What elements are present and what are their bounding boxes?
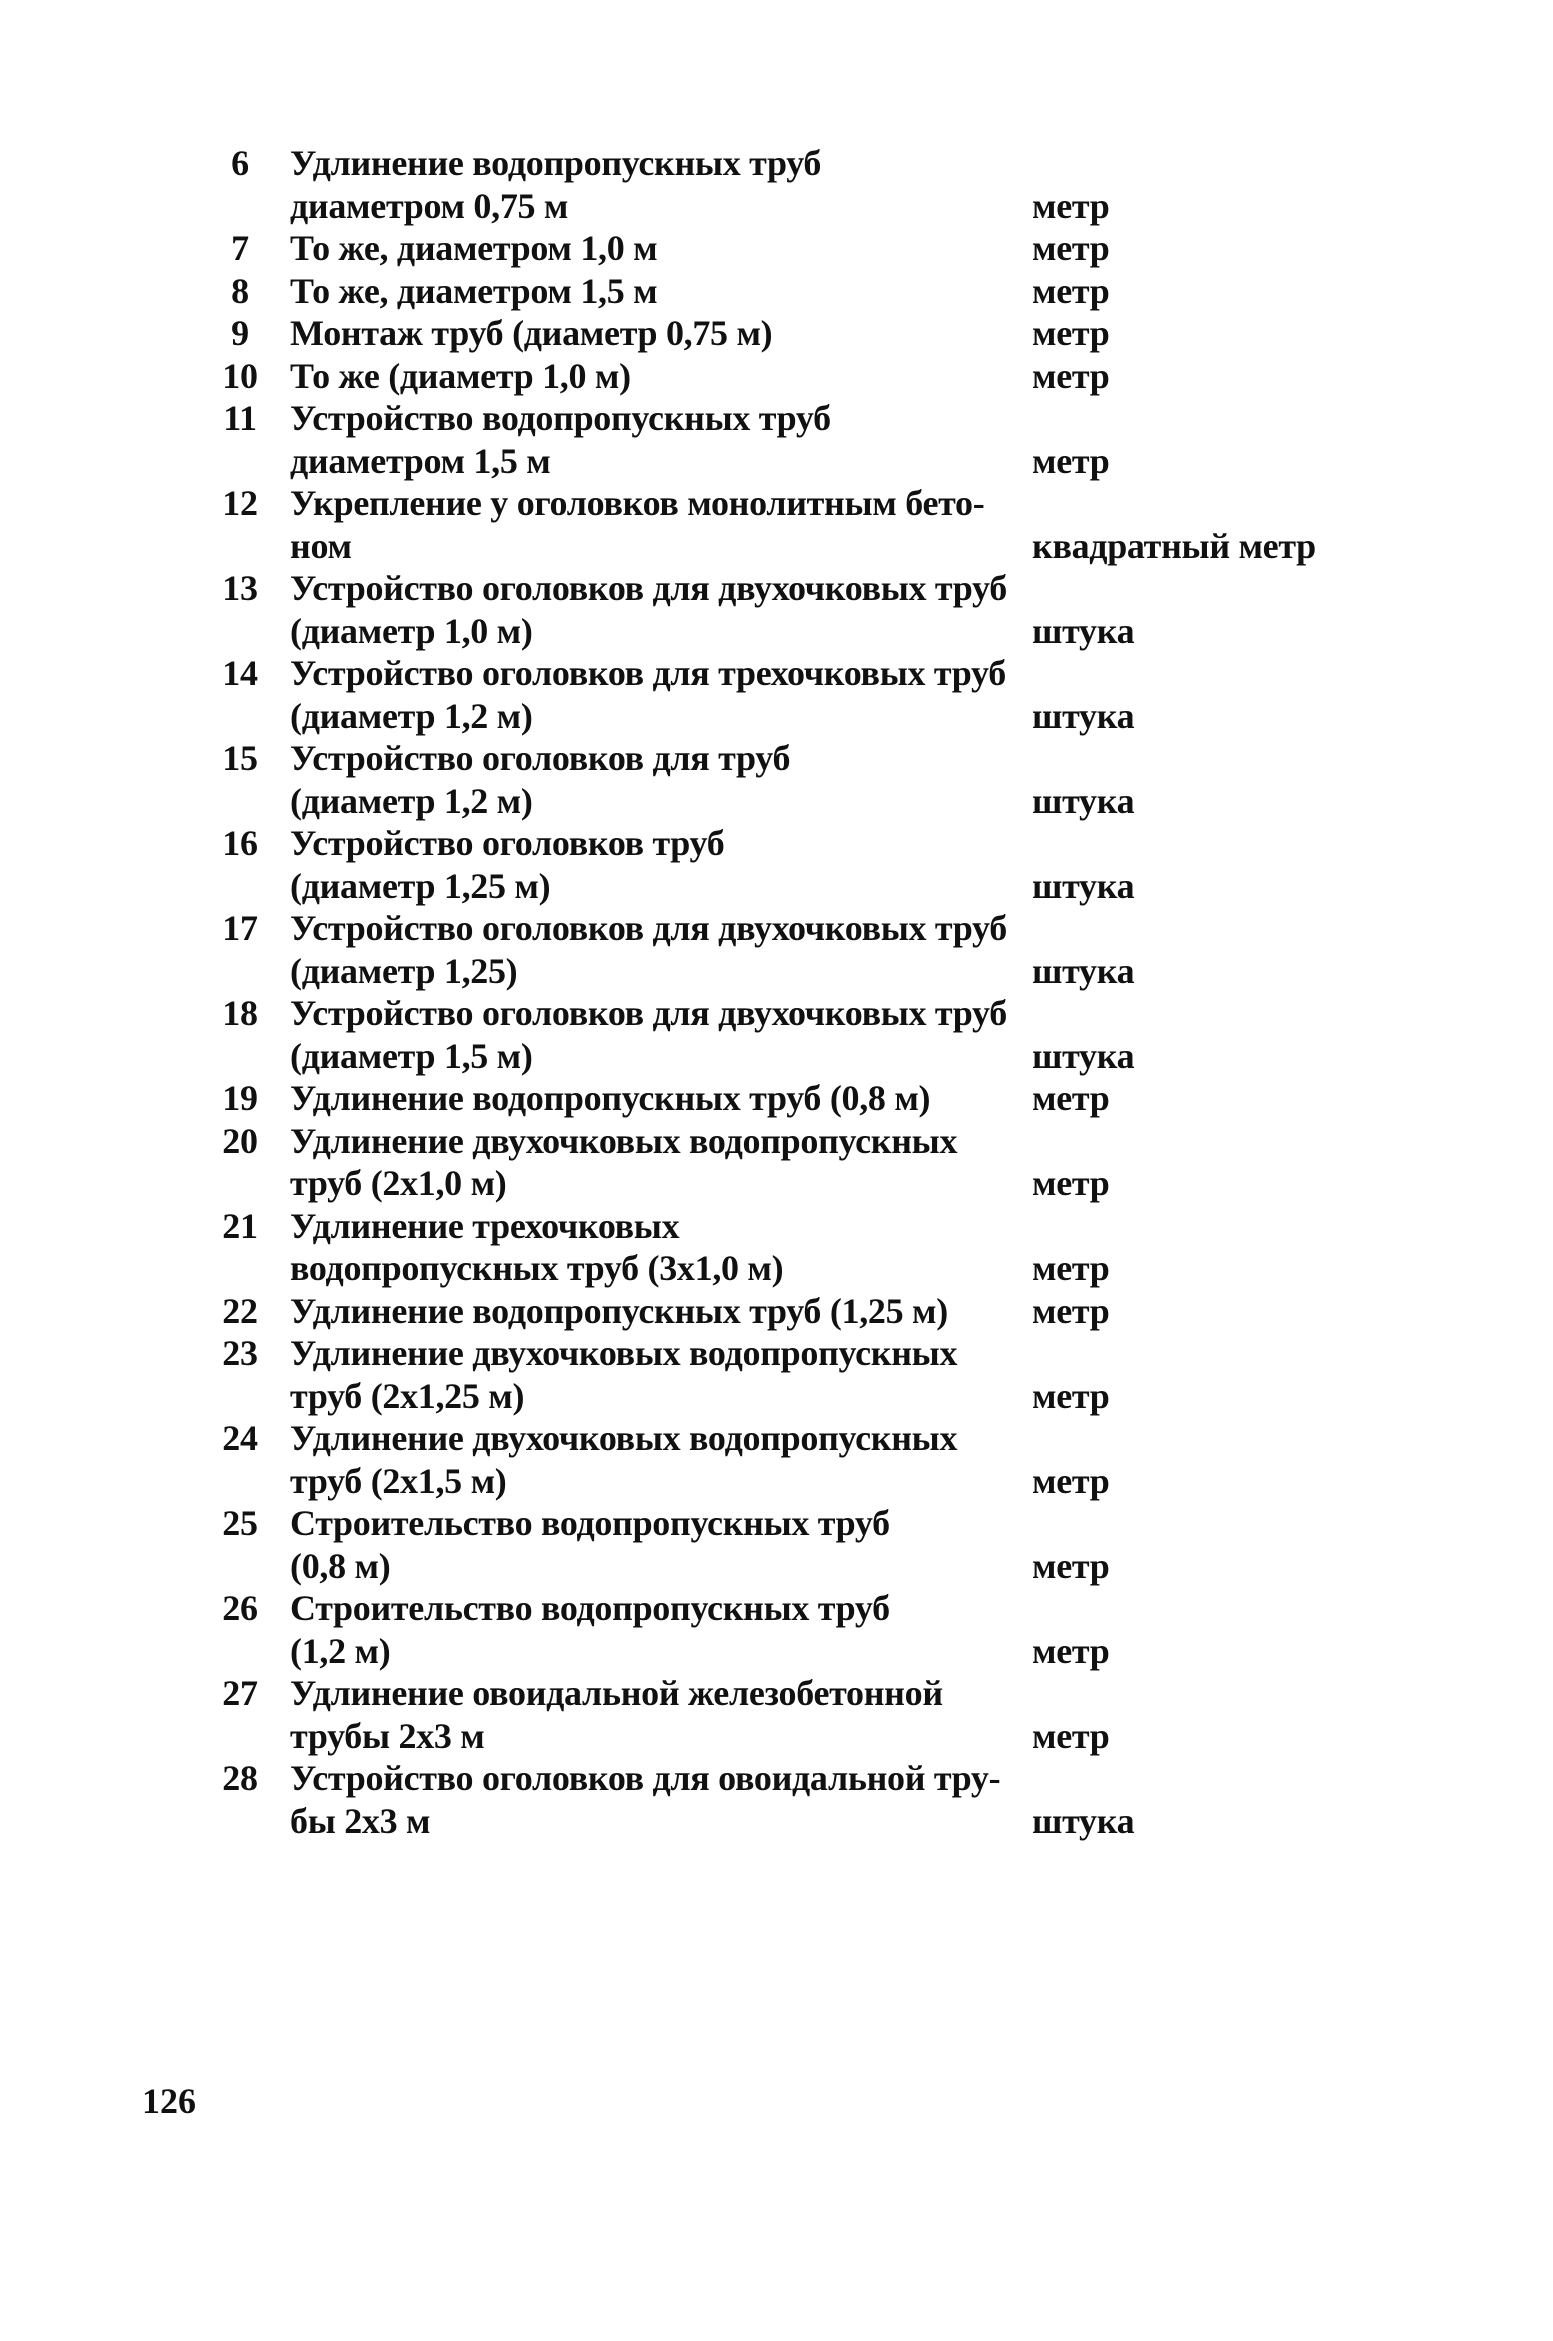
list-item — [190, 1205, 1370, 1290]
item-unit: метр — [1032, 1545, 1110, 1586]
item-number: 6 — [231, 143, 249, 183]
list-item — [190, 1077, 1370, 1120]
item-name-line: бы 2х3 м — [290, 1800, 431, 1841]
item-name — [290, 227, 1032, 270]
item-name-line: Удлинение двухочковых водопропускных — [290, 1120, 958, 1161]
item-name-line: ном — [290, 525, 352, 566]
item-name-line: Строительство водопропускных труб — [290, 1588, 890, 1628]
item-unit: метр — [1032, 1715, 1110, 1756]
item-unit: метр — [1032, 355, 1110, 396]
item-number: 8 — [231, 270, 249, 311]
list-item — [190, 652, 1370, 737]
item-unit: штука — [1032, 1800, 1135, 1841]
item-number: 20 — [222, 1120, 258, 1161]
list-item — [190, 227, 1370, 270]
item-name — [290, 1417, 1032, 1502]
item-name — [290, 992, 1032, 1077]
item-number: 19 — [222, 1078, 258, 1118]
item-name-line: Устройство водопропускных труб — [290, 398, 831, 438]
item-unit: метр — [1032, 185, 1110, 226]
list-item — [190, 1672, 1370, 1757]
item-name-line: Укрепление у оголовков монолитным бето- — [290, 483, 985, 523]
item-number: 14 — [222, 653, 258, 693]
item-name-line: То же, диаметром 1,0 м — [290, 228, 658, 268]
item-number: 23 — [222, 1333, 258, 1373]
item-name-line: То же (диаметр 1,0 м) — [290, 355, 631, 396]
item-name-line: Удлинение водопропускных труб — [290, 143, 822, 183]
item-number: 22 — [222, 1290, 258, 1331]
item-name-line: Устройство оголовков для труб — [290, 738, 791, 778]
item-name-line: (диаметр 1,2 м) — [290, 780, 533, 821]
list-item — [190, 1587, 1370, 1672]
list-item — [190, 992, 1370, 1077]
item-number: 12 — [222, 483, 258, 523]
item-name — [290, 355, 1032, 398]
item-name-line: Удлинение овоидальной железобетонной — [290, 1673, 943, 1713]
item-number: 26 — [222, 1588, 258, 1628]
item-number: 11 — [223, 398, 257, 438]
list-item — [190, 1120, 1370, 1205]
item-unit: метр — [1032, 440, 1110, 481]
item-number: 16 — [222, 823, 258, 863]
item-name — [290, 482, 1032, 567]
list-item — [190, 355, 1370, 398]
item-number: 18 — [222, 993, 258, 1033]
list-item — [190, 482, 1370, 567]
item-number: 7 — [231, 228, 249, 268]
item-name-line: труб (2х1,0 м) — [290, 1163, 507, 1203]
item-name-line: Строительство водопропускных труб — [290, 1503, 890, 1543]
list-item — [190, 312, 1370, 355]
item-name — [290, 1205, 1032, 1290]
item-unit: штука — [1032, 1035, 1135, 1076]
item-unit: метр — [1032, 228, 1110, 268]
item-name-line: Удлинение двухочковых водопропускных — [290, 1418, 958, 1458]
list-item — [190, 822, 1370, 907]
item-unit: штука — [1032, 780, 1135, 821]
item-number: 17 — [222, 908, 258, 948]
item-unit: метр — [1032, 1248, 1110, 1288]
item-name — [290, 1757, 1032, 1842]
item-name — [290, 270, 1032, 313]
item-name-line: Удлинение двухочковых водопропускных — [290, 1333, 958, 1373]
item-name — [290, 1587, 1032, 1672]
item-number: 25 — [222, 1503, 258, 1543]
item-name — [290, 907, 1032, 992]
item-name-line: труб (2х1,25 м) — [290, 1375, 525, 1416]
item-name — [290, 1332, 1032, 1417]
item-unit: метр — [1032, 1078, 1110, 1118]
item-name-line: водопропускных труб (3х1,0 м) — [290, 1248, 784, 1288]
list-item — [190, 1502, 1370, 1587]
item-name-line: Устройство оголовков для двухочковых труб — [290, 568, 1007, 608]
item-name — [290, 1502, 1032, 1587]
item-name-line: Устройство оголовков для трехочковых труб — [290, 653, 1006, 693]
item-unit: квадратный метр — [1032, 525, 1316, 566]
item-name-line: диаметром 0,75 м — [290, 185, 569, 226]
list-item — [190, 1332, 1370, 1417]
item-unit: штука — [1032, 865, 1135, 906]
list-item — [190, 1757, 1370, 1842]
item-name-line: (диаметр 1,0 м) — [290, 610, 533, 651]
item-unit: метр — [1032, 1460, 1110, 1501]
item-unit: метр — [1032, 1375, 1110, 1416]
item-unit: метр — [1032, 270, 1110, 311]
item-name — [290, 142, 1032, 227]
item-unit: метр — [1032, 313, 1110, 353]
item-number: 28 — [222, 1758, 258, 1798]
page-number: 126 — [142, 2081, 196, 2121]
list-item — [190, 397, 1370, 482]
item-name-line: (1,2 м) — [290, 1630, 391, 1671]
item-name-line: Удлинение трехочковых — [290, 1205, 680, 1246]
item-number: 24 — [222, 1418, 258, 1458]
item-name — [290, 1672, 1032, 1757]
item-name — [290, 1077, 1032, 1120]
item-name-line: Монтаж труб (диаметр 0,75 м) — [290, 313, 773, 353]
item-name — [290, 312, 1032, 355]
item-number: 27 — [222, 1673, 258, 1713]
item-unit: метр — [1032, 1290, 1110, 1331]
list-item — [190, 907, 1370, 992]
item-name — [290, 567, 1032, 652]
item-number: 13 — [222, 568, 258, 608]
item-name — [290, 822, 1032, 907]
item-number: 21 — [222, 1205, 258, 1246]
item-name-line: Устройство оголовков труб — [290, 823, 725, 863]
item-name — [290, 1120, 1032, 1205]
item-name — [290, 652, 1032, 737]
list-item — [190, 567, 1370, 652]
list-item — [190, 270, 1370, 313]
item-name — [290, 1290, 1032, 1333]
item-unit: метр — [1032, 1630, 1110, 1671]
item-name-line: Устройство оголовков для двухочковых труб — [290, 993, 1007, 1033]
item-name-line: То же, диаметром 1,5 м — [290, 270, 658, 311]
item-name-line: (диаметр 1,2 м) — [290, 695, 533, 736]
item-name-line: Устройство оголовков для двухочковых труб — [290, 908, 1007, 948]
item-name-line: (0,8 м) — [290, 1545, 391, 1586]
item-name-line: диаметром 1,5 м — [290, 440, 551, 481]
item-name — [290, 737, 1032, 822]
list-item — [190, 1290, 1370, 1333]
item-name-line: Устройство оголовков для овоидальной тру- — [290, 1758, 1001, 1798]
item-unit: штука — [1032, 610, 1135, 651]
item-unit: штука — [1032, 695, 1135, 736]
item-name-line: (диаметр 1,25 м) — [290, 865, 551, 906]
item-unit: метр — [1032, 1163, 1110, 1203]
item-number: 10 — [222, 355, 258, 396]
list-item — [190, 142, 1370, 227]
work-items-list — [190, 142, 1370, 1842]
item-number: 15 — [222, 738, 258, 778]
item-name-line: Удлинение водопропускных труб (1,25 м) — [290, 1290, 948, 1331]
list-item — [190, 737, 1370, 822]
list-item — [190, 1417, 1370, 1502]
item-name-line: (диаметр 1,25) — [290, 950, 518, 991]
item-unit: штука — [1032, 950, 1135, 991]
item-name-line: Удлинение водопропускных труб (0,8 м) — [290, 1078, 931, 1118]
item-name-line: труб (2х1,5 м) — [290, 1460, 507, 1501]
item-number: 9 — [231, 313, 249, 353]
item-name-line: трубы 2х3 м — [290, 1715, 485, 1756]
item-name-line: (диаметр 1,5 м) — [290, 1035, 533, 1076]
item-name — [290, 397, 1032, 482]
